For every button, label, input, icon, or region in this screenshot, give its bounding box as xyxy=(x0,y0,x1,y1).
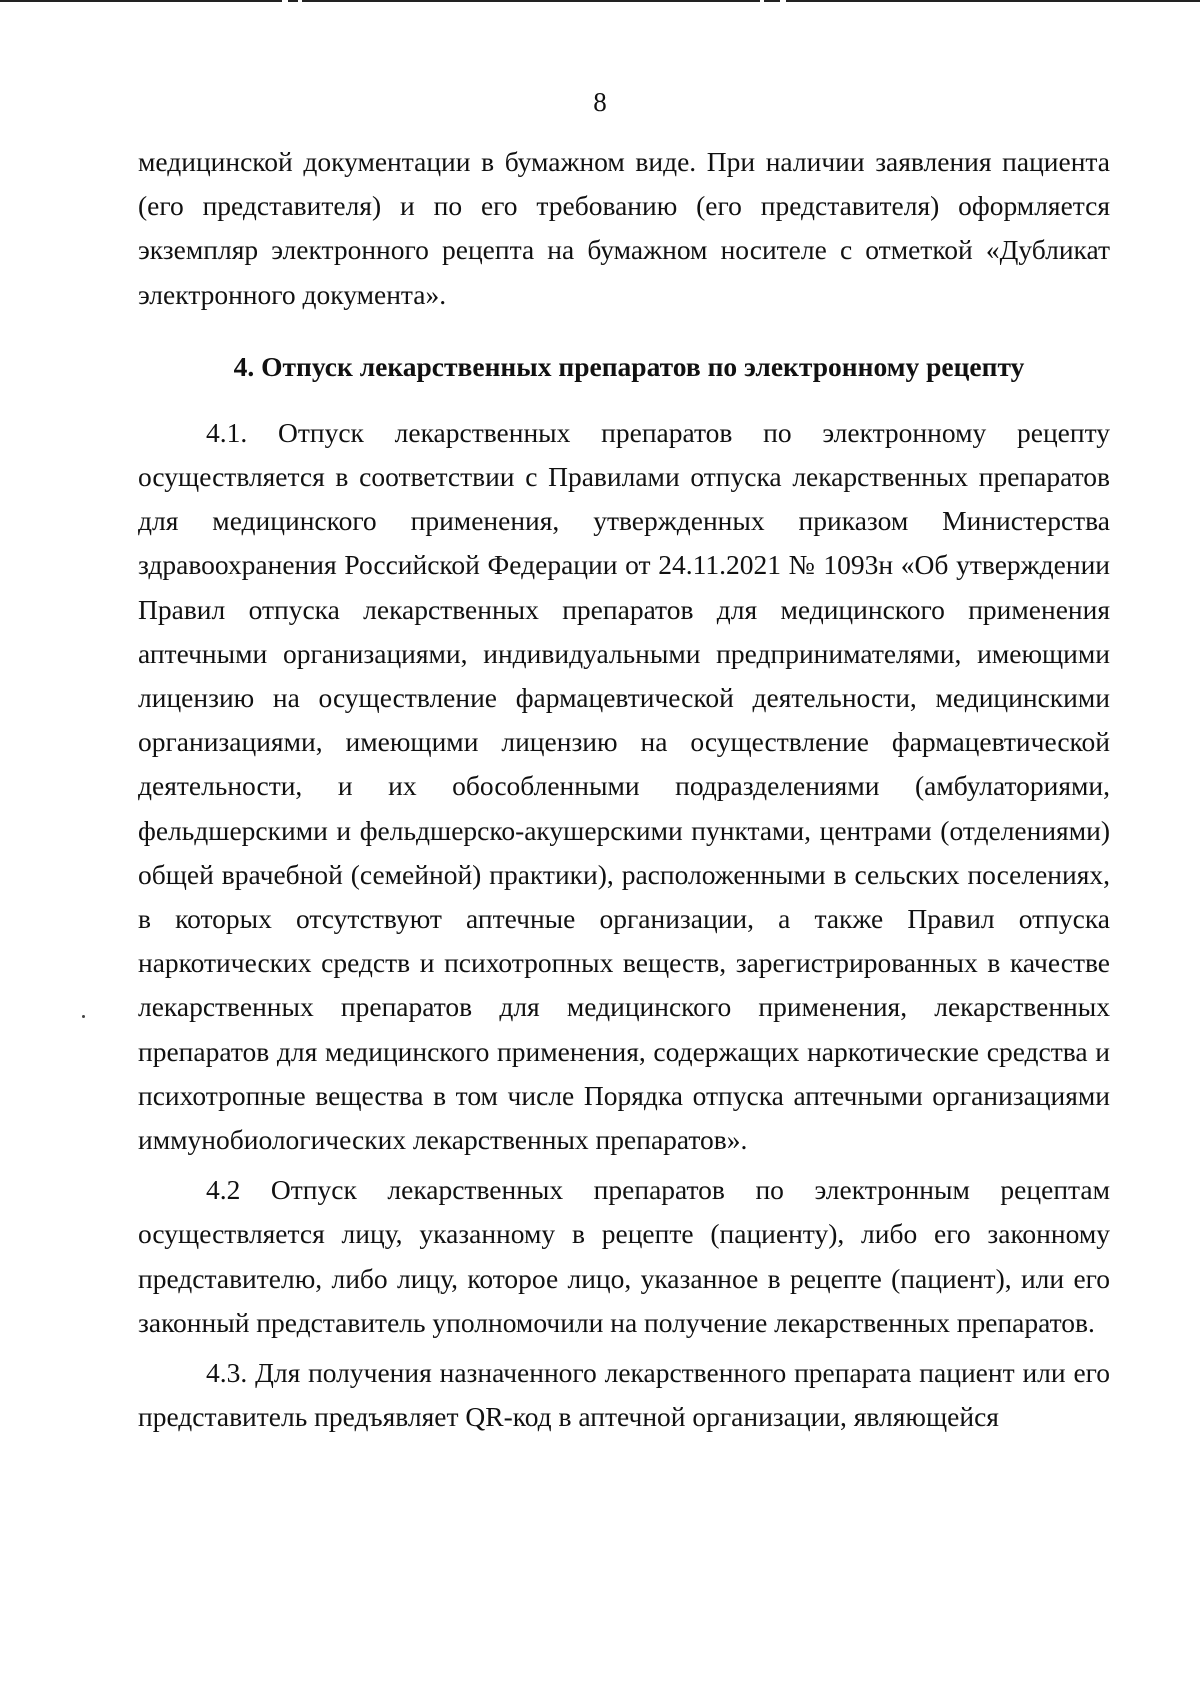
section-heading: 4. Отпуск лекарственных препаратов по электронному рецепту xyxy=(233,350,1025,382)
paragraph-4-1: 4.1. Отпуск лекарственных препаратов по электронному рецепту осуществляется в соответствии с Правилами отпуска лекарственных препаратов для медицинского применения, утвержденных приказом Министерства здравоохранения Российской Федерации от 24.11.2021 № 1093н «Об утверждении Правил отпуска лекарственных препаратов для медицинского применения аптечными организациями, индивидуальными предпринимателями, имеющими лицензию на осуществление фармацевтической деятельности, медицинскими организациями, имеющими лицензию на осуществление фармацевтической деятельности, и их обособленными подразделениями (амбулаториями, фельдшерскими и фельдшерско-акушерскими пунктами, центрами (отделениями) общей врачебной (семейной) практики), расположенными в сельских поселениях, в которых отсутствуют аптечные организации, а также Правил отпуска наркотических средств и психотропных веществ, зарегистрированных в качестве лекарственных препаратов для медицинского применения, лекарственных препаратов для медицинского применения, содержащих наркотические средства и психотропные вещества в том числе Порядка отпуска аптечными организациями иммунобиологических лекарственных препаратов». xyxy=(138,416,1110,1156)
document-body xyxy=(138,140,1110,1439)
intro-paragraph: медицинской документации в бумажном виде. При наличии заявления пациента (его представителя) и по его требованию (его представителя) оформляется экземпляр электронного рецепта на бумажном носителе с отметкой «Дубликат электронного документа». xyxy=(138,146,1110,310)
scan-speck xyxy=(82,1015,85,1018)
page-top-edge xyxy=(0,0,1200,2)
page-number: 8 xyxy=(593,87,607,117)
paragraph-4-2: 4.2 Отпуск лекарственных препаратов по электронным рецептам осуществляется лицу, указанному в рецепте (пациенту), либо его законному представителю, либо лицу, которое лицо, указанное в рецепте (пациент), или его законный представитель уполномочили на получение лекарственных препаратов. xyxy=(138,1174,1110,1338)
paragraph-4-3: 4.3. Для получения назначенного лекарственного препарата пациент или его представитель предъявляет QR-код в аптечной организации, являющейся xyxy=(138,1357,1110,1433)
